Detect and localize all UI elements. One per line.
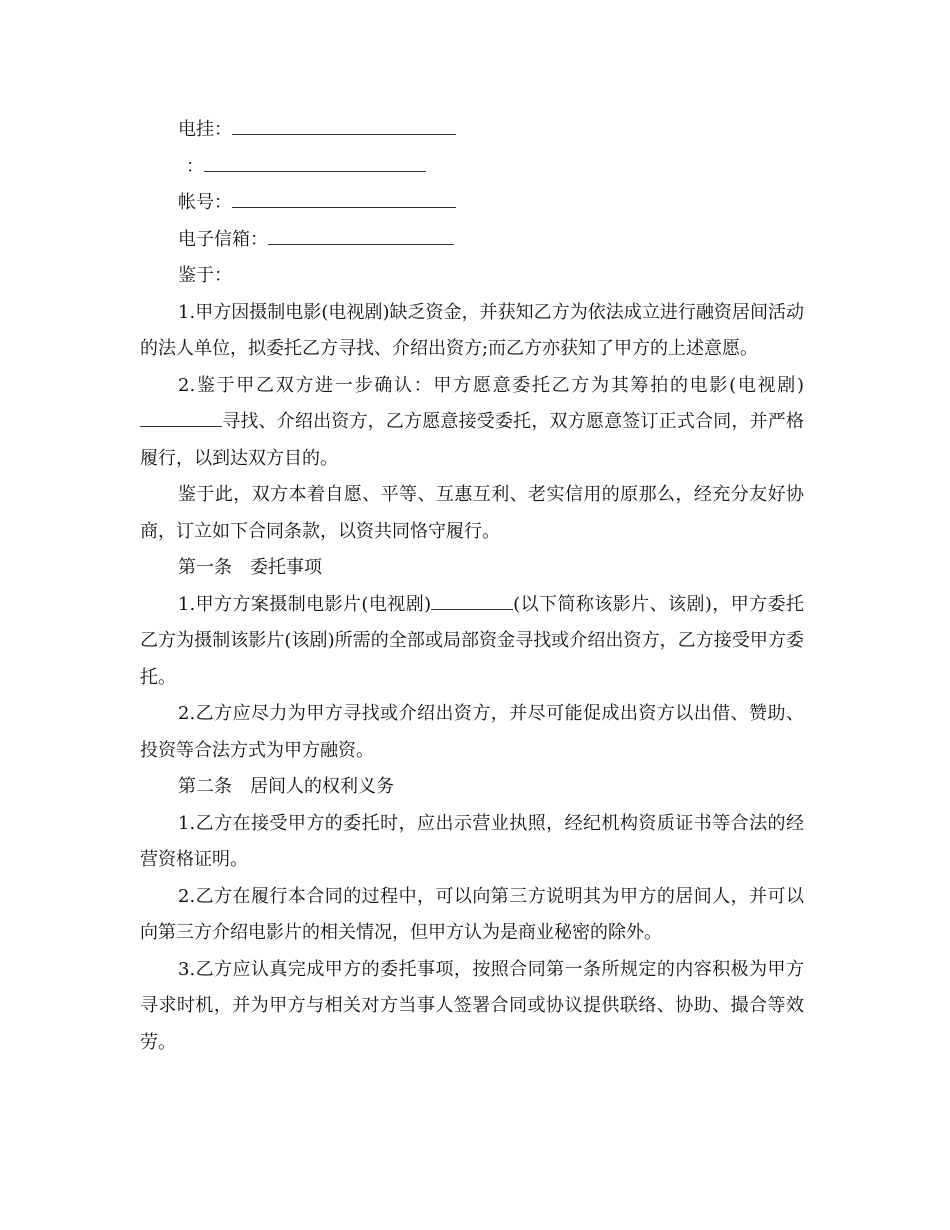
account-label: 帐号：: [178, 192, 232, 213]
fax-label: ：: [186, 155, 204, 177]
email-blank: [268, 243, 454, 245]
article-2-paragraph-1: 1.乙方在接受甲方的委托时，应出示营业执照，经纪机构资质证书等合法的经营资格证明。: [140, 812, 804, 870]
email-label: 电子信箱：: [178, 228, 268, 250]
email-field: [140, 222, 804, 259]
article-2-paragraph-3: 3.乙方应认真完成甲方的委托事项，按照合同第一条所规定的内容积极为甲方寻求时机，并为甲方与相关对方当事人签署合同或协议提供联络、协助、撮合等效劳。: [140, 958, 804, 1053]
account-blank: [232, 206, 456, 208]
whereas-heading: 鉴于：: [178, 265, 232, 286]
article-1-title: 第一条 委托事项: [178, 557, 322, 578]
phone-blank: [232, 133, 456, 135]
intro-paragraph-3: 鉴于此，双方本着自愿、平等、互惠互利、老实信用的原那么，经充分友好协商，订立如下合同条款，以资共同恪守履行。: [140, 484, 804, 542]
fax-field: [140, 149, 804, 186]
account-field: [140, 185, 804, 222]
film-title-blank: [140, 412, 222, 427]
article-1-paragraph-1: [140, 587, 804, 697]
phone-field: [140, 112, 804, 149]
article-1-paragraph-1-start: 1.甲方方案摄制电影片(电视剧): [178, 593, 432, 615]
article-2-paragraph-2: 2.乙方在履行本合同的过程中，可以向第三方说明其为甲方的居间人，并可以向第三方介绍电影片的相关情况，但甲方认为是商业秘密的除外。: [140, 885, 804, 943]
article-1-paragraph-2: 2.乙方应尽力为甲方寻找或介绍出资方，并尽可能促成出资方以出借、赞助、投资等合法方式为甲方融资。: [140, 703, 804, 761]
intro-paragraph-2-end: 寻找、介绍出资方，乙方愿意接受委托，双方愿意签订正式合同，并严格履行，以到达双方目的。: [140, 411, 804, 469]
fax-blank: [204, 170, 426, 172]
intro-paragraph-2: [140, 368, 804, 478]
intro-paragraph-2-start: 2.鉴于甲乙双方进一步确认：甲方愿意委托乙方为其筹拍的电影(电视剧): [178, 374, 804, 396]
phone-label: 电挂：: [178, 119, 232, 140]
film-name-blank: [431, 595, 513, 610]
intro-paragraph-1: 1.甲方因摄制电影(电视剧)缺乏资金，并获知乙方为依法成立进行融资居间活动的法人单位，拟委托乙方寻找、介绍出资方;而乙方亦获知了甲方的上述意愿。: [140, 301, 804, 359]
article-1-paragraph-1-end: (以下简称该影片、该剧)，甲方委托乙方为摄制该影片(该剧)所需的全部或局部资金寻找或介绍出资方，乙方接受甲方委托。: [140, 593, 805, 688]
contract-body: [140, 112, 804, 1061]
article-2-title: 第二条 居间人的权利义务: [178, 776, 394, 797]
